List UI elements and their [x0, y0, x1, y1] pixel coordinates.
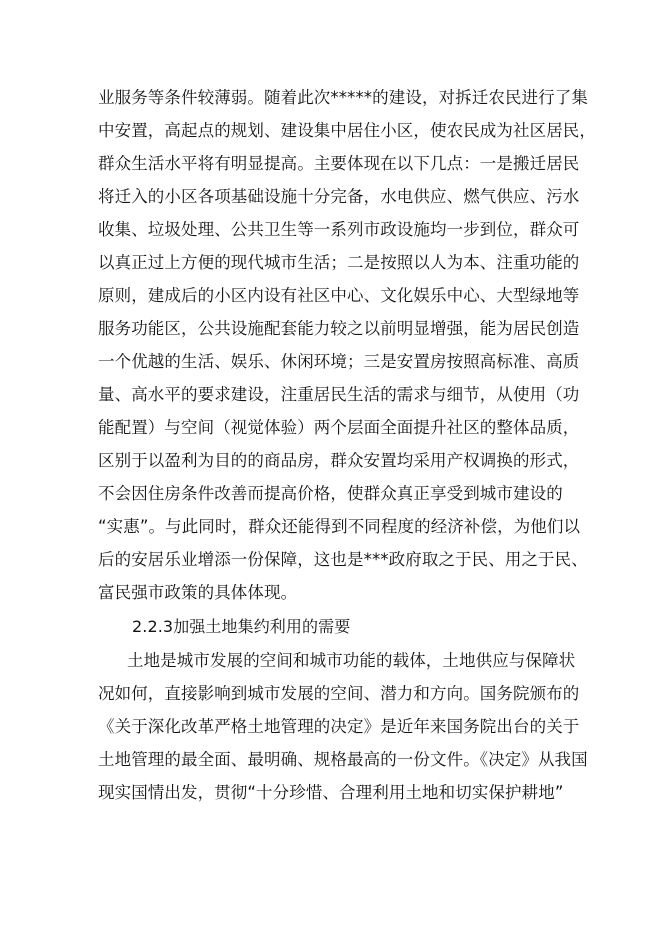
paragraph-1-line-14: “实惠”。与此同时，群众还能得到不同程度的经济补偿，为他们以: [98, 517, 581, 536]
paragraph-2-line-1: 土地是城市发展的空间和城市功能的载体，土地供应与保障状: [127, 651, 576, 670]
paragraph-2-line-5: 现实国情出发，贯彻“十分珍惜、合理利用土地和切实保护耕地”: [98, 783, 564, 802]
paragraph-1-line-5: 收集、垃圾处理、公共卫生等一系列市政设施均一步到位，群众可: [98, 220, 580, 239]
paragraph-1-line-2: 中安置，高起点的规划、建设集中居住小区，使农民成为社区居民，: [98, 121, 596, 140]
paragraph-2-line-4: 土地管理的最全面、最明确、规格最高的一份文件。《决定》从我国: [98, 750, 588, 769]
paragraph-2-line-3: 《关于深化改革严格土地管理的决定》是近年来国务院出台的关于: [98, 717, 580, 736]
paragraph-1-line-8: 服务功能区，公共设施配套能力较之以前明显增强，能为居民创造: [98, 319, 580, 338]
paragraph-1-line-16: 富民强市政策的具体体现。: [98, 583, 298, 602]
paragraph-1-line-7: 原则，建成后的小区内设有社区中心、文化娱乐中心、大型绿地等: [98, 286, 580, 305]
section-heading: 2.2.3加强土地集约利用的需要: [132, 617, 351, 636]
paragraph-1-line-1: 业服务等条件较薄弱。随着此次*****的建设，对拆迁农民进行了集: [98, 88, 588, 107]
paragraph-1-line-11: 能配置）与空间（视觉体验）两个层面全面提升社区的整体品质，: [98, 418, 580, 437]
paragraph-1-line-10: 量、高水平的要求建设，注重居民生活的需求与细节，从使用（功: [98, 385, 580, 404]
paragraph-1-line-12: 区别于以盈利为目的的商品房，群众安置均采用产权调换的形式，: [98, 451, 580, 470]
paragraph-1-line-6: 以真正过上方便的现代城市生活；二是按照以人为本、注重功能的: [98, 253, 580, 272]
paragraph-2-line-2: 况如何，直接影响到城市发展的空间、潜力和方向。国务院颁布的: [98, 684, 580, 703]
paragraph-1-line-9: 一个优越的生活、娱乐、休闲环境；三是安置房按照高标准、高质: [98, 352, 580, 371]
paragraph-1-line-13: 不会因住房条件改善而提高价格，使群众真正享受到城市建设的: [98, 484, 563, 503]
paragraph-1-line-3: 群众生活水平将有明显提高。主要体现在以下几点：一是搬迁居民: [98, 154, 580, 173]
paragraph-1-line-4: 将迁入的小区各项基础设施十分完备，水电供应、燃气供应、污水: [98, 187, 580, 206]
paragraph-1-line-15: 后的安居乐业增添一份保障，这也是***政府取之于民、用之于民、: [98, 550, 588, 569]
